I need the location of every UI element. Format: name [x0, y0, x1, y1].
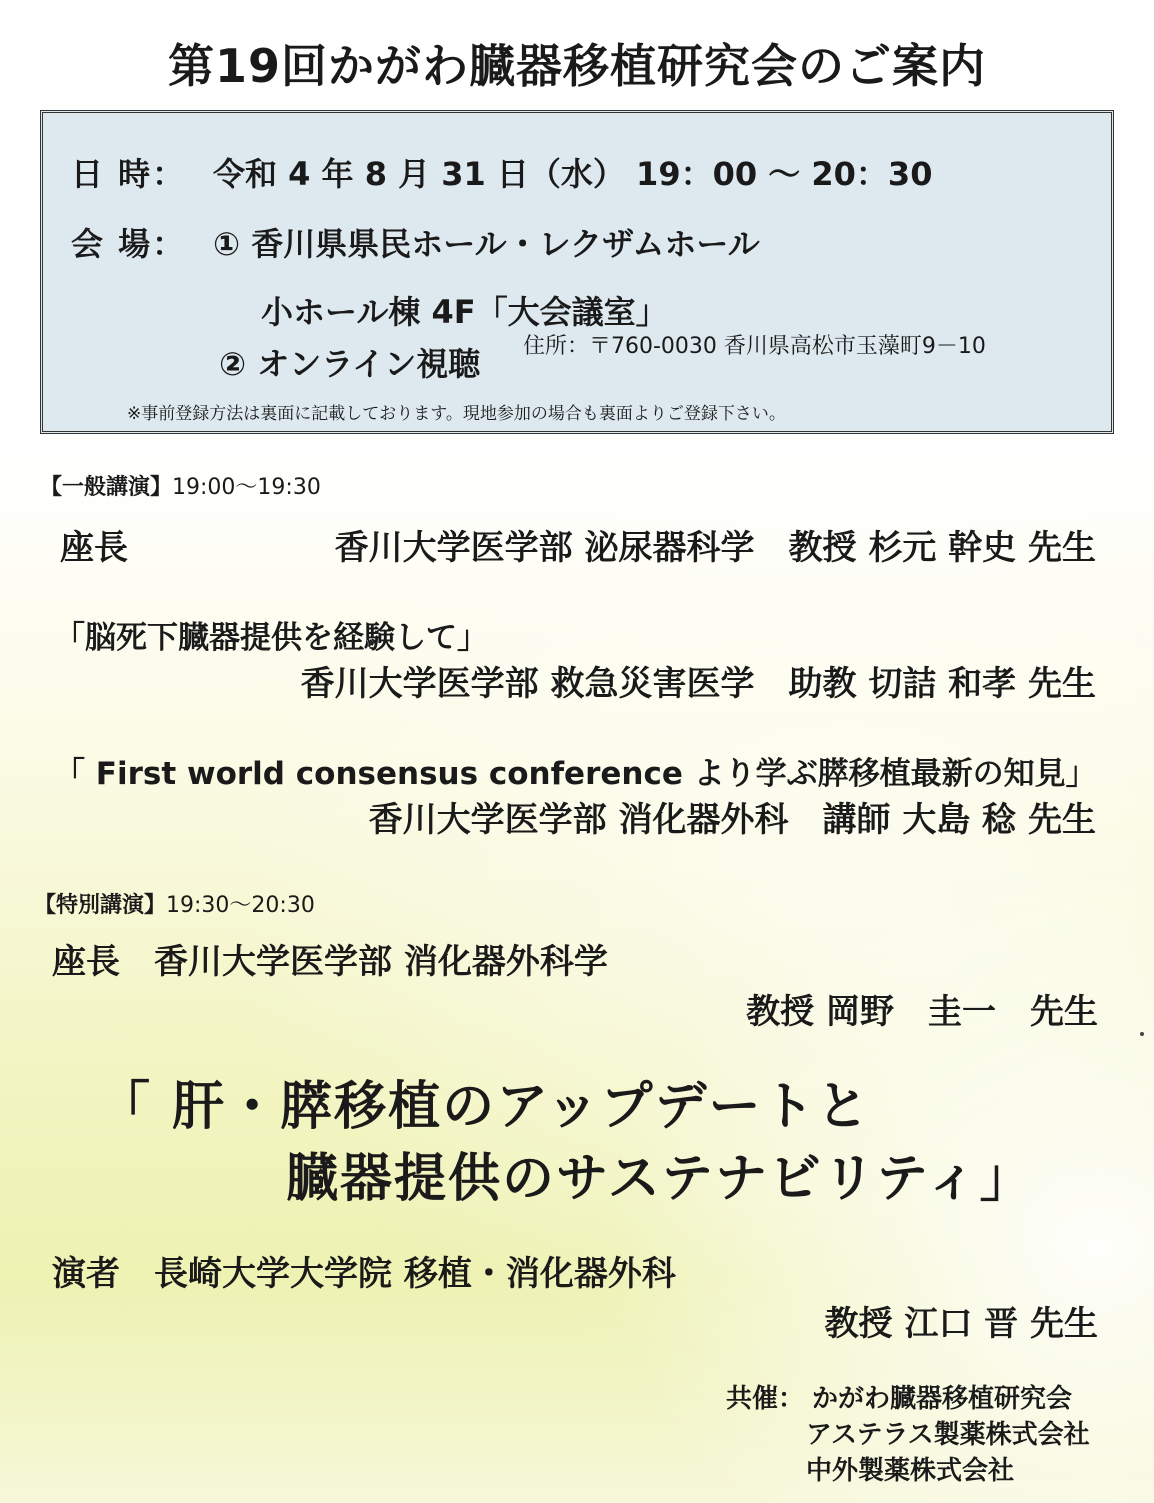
venue-address: 住所：〒760-0030 香川県高松市玉藻町9－10	[523, 334, 986, 359]
special-chair: 座長 香川大学医学部 消化器外科学	[52, 942, 608, 982]
talk-2-speaker: 香川大学医学部 消化器外科 講師 大島 稔 先生	[368, 800, 1096, 840]
event-info-box	[40, 110, 1114, 434]
venue-2: ② オンライン視聴	[219, 345, 481, 383]
datetime-label: 日 時：	[71, 155, 187, 193]
general-heading	[40, 470, 321, 501]
sponsor-line-1: かがわ臓器移植研究会	[812, 1384, 1073, 1414]
general-heading-label: 【一般講演】	[40, 475, 173, 500]
page-title: 第19回かがわ臓器移植研究会のご案内	[167, 39, 986, 93]
sponsor-line-2: アステラス製薬株式会社	[806, 1420, 1090, 1450]
special-heading-label: 【特別講演】	[34, 893, 167, 918]
scan-speck	[1140, 1032, 1144, 1036]
registration-note: ※事前登録方法は裏面に記載しております。現地参加の場合も裏面よりご登録下さい。	[127, 404, 786, 424]
general-time: 19:00～19:30	[172, 475, 321, 500]
venue-label: 会 場：	[71, 225, 187, 263]
talk-1-title: 「脳死下臓器提供を経験して」	[54, 620, 488, 656]
special-title-line-2: 臓器提供のサステナビリティ」	[286, 1149, 1034, 1209]
special-time: 19:30～20:30	[166, 893, 315, 918]
sponsor-label: 共催：	[726, 1384, 805, 1414]
special-speaker-name: 教授 江口 晋 先生	[824, 1304, 1098, 1344]
special-chair-name: 教授 岡野 圭一 先生	[746, 992, 1098, 1032]
sponsor-line-3: 中外製薬株式会社	[806, 1456, 1015, 1486]
special-title-line-1: 「 肝・膵移植のアップデートと	[98, 1077, 871, 1137]
talk-1-speaker: 香川大学医学部 救急災害医学 助教 切詰 和孝 先生	[300, 664, 1096, 704]
special-speaker: 演者 長崎大学大学院 移植・消化器外科	[52, 1254, 676, 1294]
venue-1-sub: 小ホール棟 4F「大会議室」	[261, 293, 668, 331]
talk-2-title: 「 First world consensus conference より学ぶ膵移植最新の知見」	[54, 756, 1097, 792]
general-chair-label: 座長	[60, 528, 128, 568]
special-heading	[34, 888, 315, 919]
general-chair: 香川大学医学部 泌尿器科学 教授 杉元 幹史 先生	[334, 528, 1096, 568]
venue-1: ① 香川県県民ホール・レクザムホール	[213, 225, 760, 263]
datetime-value: 令和 4 年 8 月 31 日（水） 19：00 ～ 20：30	[213, 155, 933, 193]
